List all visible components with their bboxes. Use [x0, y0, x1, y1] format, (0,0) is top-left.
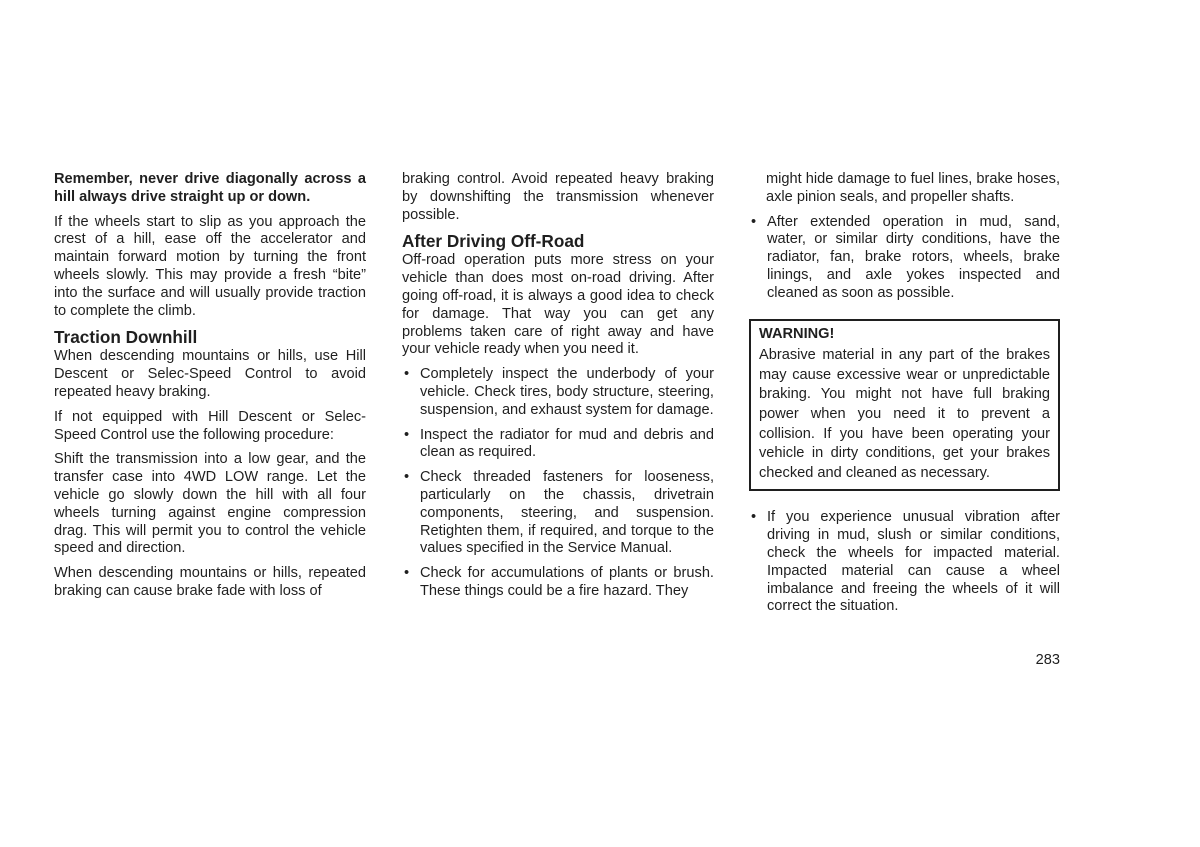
list-item-text: Check threaded fasteners for looseness, particularly on the chassis, drivetrain components, steering, and suspension. Retighten them, if required, and torque to the values specified in the Service Manual. [420, 469, 714, 557]
descending-paragraph: When descending mountains or hills, use Hill Descent or Selec-Speed Control to avoid repeated heavy braking. [54, 348, 366, 400]
warning-text: Abrasive material in any part of the brakes may cause excessive wear or unpredictable braking. You might not have full braking power when you need it to prevent a collision. If you have been operating your vehicle in dirty conditions, get your brakes checked and cleaned as necessary. [759, 347, 1050, 481]
column-right [749, 171, 1060, 623]
after-driving-off-road-heading: After Driving Off-Road [402, 231, 585, 252]
list-item [402, 366, 714, 419]
list-item [402, 469, 714, 558]
continuation-text: might hide damage to fuel lines, brake hoses, axle pinion seals, and propeller shafts. [766, 171, 1060, 205]
inspection-bullet-list [402, 366, 714, 601]
list-item [749, 509, 1060, 616]
column-left [54, 171, 366, 608]
list-item-text: Check for accumulations of plants or brush. These things could be a fire hazard. They [420, 565, 714, 599]
off-road-stress-paragraph: Off-road operation puts more stress on your vehicle than does most on-road driving. After going off-road, it is always a good idea to check for damage. That way you can get any problems taken care of right away and have your vehicle ready when you need it. [402, 252, 714, 358]
list-item-text: Completely inspect the underbody of your vehicle. Check tires, body structure, steering, suspension, and exhaust system for damage. [420, 366, 714, 418]
list-item-text: If you experience unusual vibration after driving in mud, slush or similar conditions, check the wheels for impacted material. Impacted material can cause a wheel imbalance and freeing the wheels of it will correct the situation. [767, 509, 1060, 615]
brake-fade-paragraph: When descending mountains or hills, repeated braking can cause brake fade with loss of [54, 565, 366, 599]
page-number: 283 [1035, 652, 1060, 668]
warning-title: WARNING! [759, 325, 835, 342]
cleaning-bullet-list [749, 214, 1060, 303]
not-equipped-paragraph: If not equipped with Hill Descent or Selec-Speed Control use the following procedure: [54, 408, 366, 443]
column-middle [402, 171, 714, 608]
reminder-paragraph: Remember, never drive diagonally across a hill always drive straight up or down. [54, 171, 366, 205]
bullet-icon: • [404, 565, 410, 582]
bullet-icon: • [404, 426, 410, 443]
warning-box [749, 319, 1060, 492]
vibration-bullet-list [749, 509, 1060, 616]
list-item [749, 214, 1060, 303]
braking-control-paragraph: braking control. Avoid repeated heavy braking by downshifting the transmission whenever possible. [402, 171, 714, 223]
list-item-text: After extended operation in mud, sand, water, or similar dirty conditions, have the radiator, fan, brake rotors, wheels, brake linings, and axle yokes inspected and cleaned as soon as possible. [767, 213, 1060, 301]
bullet-icon: • [751, 213, 757, 230]
wheel-slip-paragraph: If the wheels start to slip as you approach the crest of a hill, ease off the accelerator and maintain forward motion by turning the front wheels slowly. This may provide a fresh “bite” into the surface and will usually provide traction to complete the climb. [54, 213, 366, 319]
traction-downhill-heading: Traction Downhill [54, 327, 198, 348]
bullet-icon: • [404, 469, 410, 486]
list-item [402, 565, 714, 601]
list-item-text: Inspect the radiator for mud and debris and clean as required. [420, 426, 714, 461]
shift-transmission-paragraph: Shift the transmission into a low gear, and the transfer case into 4WD LOW range. Let the vehicle go slowly down the hill with all four wheels turning against engine compression drag. This will permit you to control the vehicle speed and direction. [54, 451, 366, 557]
list-item [402, 427, 714, 463]
bullet-icon: • [404, 366, 410, 383]
bullet-icon: • [751, 509, 757, 526]
